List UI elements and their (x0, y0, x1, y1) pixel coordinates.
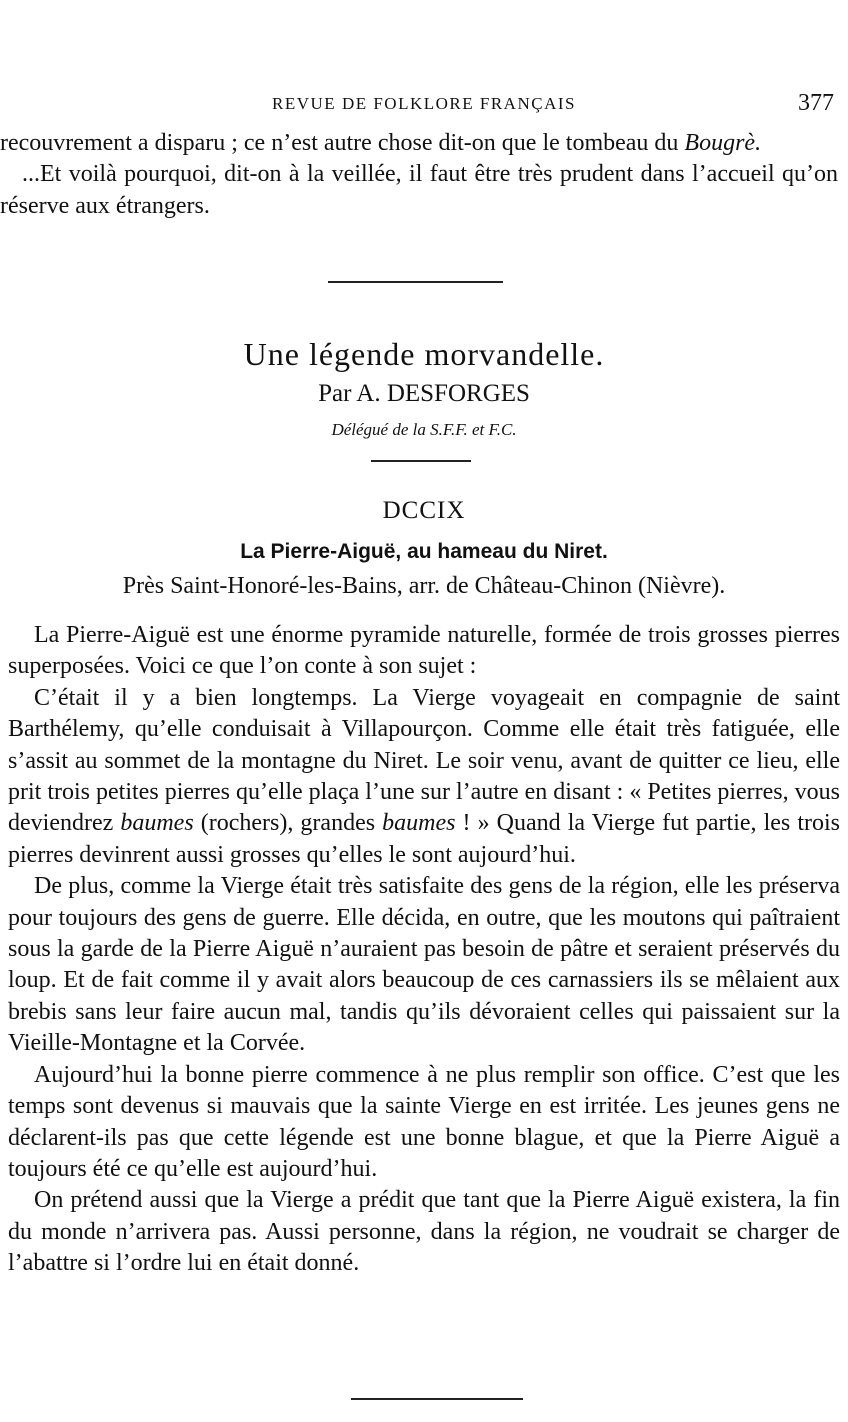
legend-number: DCCIX (382, 497, 466, 524)
paragraph-2-text-a: C’était il y a bien longtemps. La Vierge voyageait en compagnie de saint Barthélemy, qu’elle conduisait à Villapourçon. Comme elle était très fatiguée, elle s’assit au sommet de la montagne du Niret. Le soir venu, avant de quitter ce lieu, elle prit trois petites pierres qu’elle plaça l’une sur l’autre en disant : « Petites pierres, vous deviendrez (8, 684, 840, 837)
body-paragraph-4: Aujourd’hui la bonne pierre commence à ne plus remplir son office. C’est que les temps sont devenus si mauvais que la sainte Vierge en est irritée. Les jeunes gens ne déclarent-ils pas que cette légende est une bonne blague, et que la Pierre Aiguë a toujours été ce qu’elle est aujourd’hui. (8, 1061, 840, 1182)
paragraph-2-text-b: (rochers), grandes (193, 810, 383, 837)
page-number: 377 (798, 90, 834, 116)
page-header (0, 92, 848, 122)
previous-article-ending (0, 128, 838, 222)
paragraph-2-text-c: ! » Quand la Vierge fut partie, les trois pierres devinrent aussi grosses qu’elles le sont aujourd’hui. (8, 810, 841, 868)
article-byline: Par A. DESFORGES (318, 380, 530, 407)
prelude-paragraph-2: ...Et voilà pourquoi, dit-on à la veillée, il faut être très prudent dans l’accueil qu’on réserve aux étrangers. (0, 161, 838, 219)
author-affiliation: Délégué de la S.F.F. et F.C. (331, 420, 517, 439)
running-title: REVUE DE FOLKLORE FRANÇAIS (272, 94, 576, 113)
body-paragraph-1: La Pierre-Aiguë est une énorme pyramide naturelle, formée de trois grosses pierres superposées. Voici ce que l’on conte à son sujet : (8, 622, 840, 680)
prelude-text: recouvrement a disparu ; ce n’est autre chose dit-on que le tombeau du (0, 130, 685, 156)
prelude-italic-word: Bougrè. (684, 130, 762, 156)
body-paragraph-3: De plus, comme la Vierge était très satisfaite des gens de la région, elle les préserva pour toujours des gens de guerre. Elle décida, en outre, que les moutons qui paîtraient sous la garde de la Pierre Aiguë n’auraient pas besoin de pâtre et seraient préservés du loup. Et de fait comme il y avait alors beaucoup de ces carnassiers ils se mêlaient aux brebis sans leur faire aucun mal, tandis qu’ils dévoraient celles qui paissaient sur la Vieille-Montagne et la Corvée. (8, 873, 840, 1057)
paragraph-2-italic-2: baumes (382, 810, 456, 837)
legend-location: Près Saint-Honoré-les-Bains, arr. de Château-Chinon (Nièvre). (122, 573, 726, 599)
prelude-paragraph-1 (0, 128, 838, 159)
end-divider (351, 1398, 523, 1400)
article-body (8, 620, 840, 1280)
paragraph-2-italic-1: baumes (120, 810, 194, 837)
article-title: Une légende morvandelle. (243, 336, 605, 372)
title-divider (371, 460, 471, 462)
body-paragraph-5: On prétend aussi que la Vierge a prédit que tant que la Pierre Aiguë existera, la fin du monde n’arrivera pas. Aussi personne, dans la région, ne voudrait se charger de l’abattre si l’ordre lui en était donné. (8, 1187, 840, 1277)
section-divider (328, 281, 503, 283)
body-paragraph-2 (8, 683, 840, 871)
legend-title: La Pierre-Aiguë, au hameau du Niret. (240, 540, 608, 563)
